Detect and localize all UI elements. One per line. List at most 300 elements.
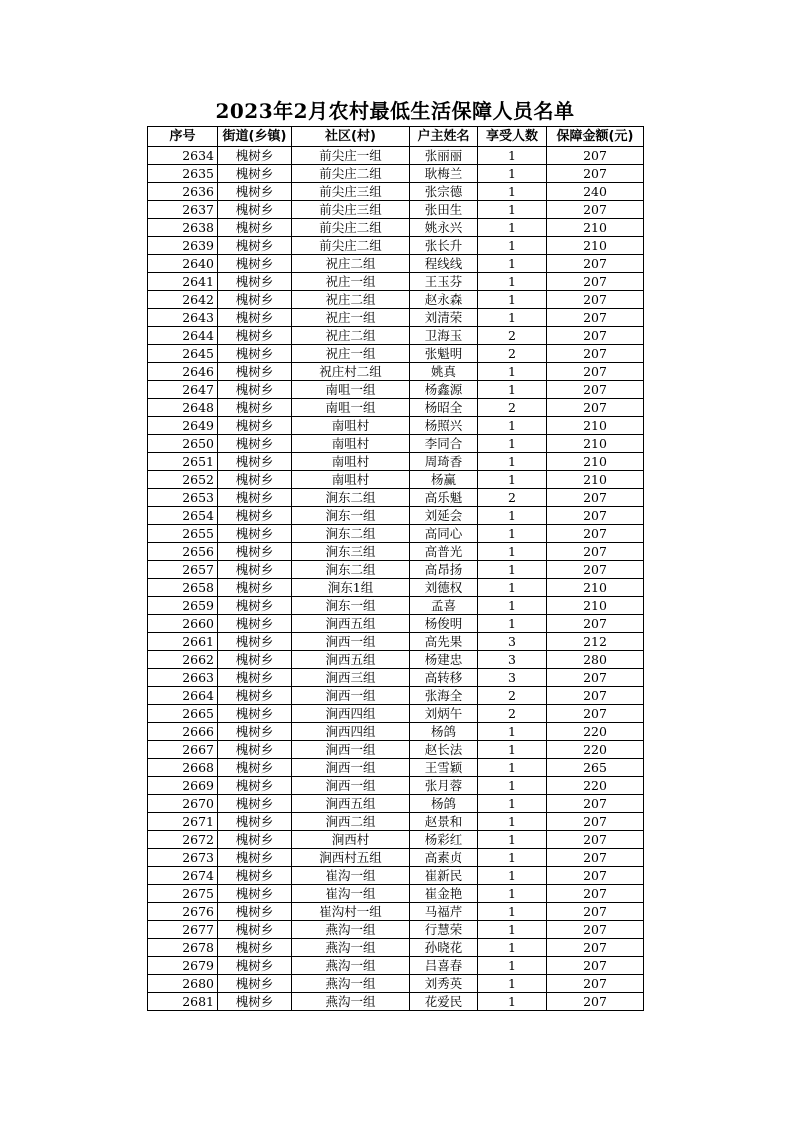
table-row [148, 471, 644, 489]
cell-index: 2669 [148, 777, 218, 795]
cell-persons: 2 [478, 687, 547, 705]
cell-amount: 207 [547, 561, 644, 579]
table-row [148, 543, 644, 561]
cell-index: 2649 [148, 417, 218, 435]
cell-index: 2672 [148, 831, 218, 849]
cell-householder: 卫海玉 [410, 327, 478, 345]
cell-township: 槐树乡 [218, 255, 292, 273]
cell-township: 槐树乡 [218, 363, 292, 381]
cell-community: 燕沟一组 [292, 939, 410, 957]
cell-township: 槐树乡 [218, 273, 292, 291]
cell-index: 2680 [148, 975, 218, 993]
cell-householder: 姚永兴 [410, 219, 478, 237]
cell-persons: 1 [478, 507, 547, 525]
cell-householder: 高昂扬 [410, 561, 478, 579]
cell-index: 2664 [148, 687, 218, 705]
table-row [148, 219, 644, 237]
table-row [148, 255, 644, 273]
table-row [148, 723, 644, 741]
table-row [148, 525, 644, 543]
cell-township: 槐树乡 [218, 975, 292, 993]
cell-index: 2647 [148, 381, 218, 399]
cell-amount: 220 [547, 741, 644, 759]
cell-community: 燕沟一组 [292, 957, 410, 975]
cell-township: 槐树乡 [218, 813, 292, 831]
cell-township: 槐树乡 [218, 399, 292, 417]
cell-community: 涧西四组 [292, 705, 410, 723]
cell-amount: 207 [547, 975, 644, 993]
table-row [148, 237, 644, 255]
cell-amount: 207 [547, 903, 644, 921]
cell-amount: 207 [547, 957, 644, 975]
cell-amount: 207 [547, 705, 644, 723]
cell-persons: 1 [478, 993, 547, 1011]
cell-index: 2658 [148, 579, 218, 597]
table-row [148, 849, 644, 867]
cell-community: 崔沟一组 [292, 867, 410, 885]
cell-householder: 张宗德 [410, 183, 478, 201]
table-row [148, 957, 644, 975]
table-row [148, 633, 644, 651]
cell-community: 涧西村五组 [292, 849, 410, 867]
cell-community: 祝庄二组 [292, 327, 410, 345]
table-row [148, 939, 644, 957]
cell-persons: 1 [478, 237, 547, 255]
cell-persons: 1 [478, 723, 547, 741]
cell-householder: 高先果 [410, 633, 478, 651]
cell-persons: 1 [478, 201, 547, 219]
cell-persons: 1 [478, 363, 547, 381]
cell-township: 槐树乡 [218, 777, 292, 795]
cell-amount: 207 [547, 993, 644, 1011]
cell-community: 燕沟一组 [292, 975, 410, 993]
cell-amount: 207 [547, 255, 644, 273]
roster-table [147, 126, 644, 1011]
cell-community: 涧西五组 [292, 651, 410, 669]
cell-township: 槐树乡 [218, 831, 292, 849]
cell-amount: 207 [547, 525, 644, 543]
cell-householder: 赵长法 [410, 741, 478, 759]
cell-community: 祝庄一组 [292, 273, 410, 291]
table-row [148, 363, 644, 381]
header-amount: 保障金额(元) [547, 127, 644, 147]
cell-township: 槐树乡 [218, 849, 292, 867]
cell-index: 2665 [148, 705, 218, 723]
cell-householder: 周琦香 [410, 453, 478, 471]
cell-householder: 崔新民 [410, 867, 478, 885]
cell-amount: 207 [547, 309, 644, 327]
cell-amount: 207 [547, 201, 644, 219]
table-row [148, 381, 644, 399]
cell-index: 2657 [148, 561, 218, 579]
cell-persons: 1 [478, 255, 547, 273]
cell-index: 2668 [148, 759, 218, 777]
cell-persons: 1 [478, 219, 547, 237]
cell-persons: 1 [478, 813, 547, 831]
cell-amount: 207 [547, 291, 644, 309]
cell-householder: 刘延会 [410, 507, 478, 525]
cell-persons: 3 [478, 669, 547, 687]
cell-township: 槐树乡 [218, 471, 292, 489]
cell-householder: 张月蓉 [410, 777, 478, 795]
cell-householder: 刘秀英 [410, 975, 478, 993]
cell-persons: 1 [478, 741, 547, 759]
cell-index: 2666 [148, 723, 218, 741]
table-row [148, 669, 644, 687]
cell-index: 2645 [148, 345, 218, 363]
cell-householder: 赵永森 [410, 291, 478, 309]
cell-persons: 1 [478, 939, 547, 957]
cell-persons: 2 [478, 327, 547, 345]
cell-householder: 高素贞 [410, 849, 478, 867]
cell-township: 槐树乡 [218, 741, 292, 759]
cell-index: 2662 [148, 651, 218, 669]
cell-township: 槐树乡 [218, 183, 292, 201]
cell-householder: 孟喜 [410, 597, 478, 615]
cell-index: 2648 [148, 399, 218, 417]
cell-community: 涧西四组 [292, 723, 410, 741]
cell-amount: 207 [547, 327, 644, 345]
cell-amount: 207 [547, 273, 644, 291]
cell-community: 涧西三组 [292, 669, 410, 687]
cell-persons: 1 [478, 777, 547, 795]
cell-community: 涧西五组 [292, 795, 410, 813]
cell-index: 2671 [148, 813, 218, 831]
cell-township: 槐树乡 [218, 327, 292, 345]
table-row [148, 453, 644, 471]
table-row [148, 705, 644, 723]
cell-amount: 207 [547, 147, 644, 165]
table-row [148, 993, 644, 1011]
cell-persons: 1 [478, 471, 547, 489]
cell-community: 涧西一组 [292, 687, 410, 705]
cell-persons: 1 [478, 525, 547, 543]
table-row [148, 327, 644, 345]
cell-householder: 张田生 [410, 201, 478, 219]
table-row [148, 903, 644, 921]
cell-community: 南咀村 [292, 435, 410, 453]
cell-community: 涧西二组 [292, 813, 410, 831]
table-row [148, 489, 644, 507]
table-row [148, 579, 644, 597]
cell-township: 槐树乡 [218, 597, 292, 615]
cell-persons: 2 [478, 399, 547, 417]
cell-householder: 高乐魁 [410, 489, 478, 507]
cell-persons: 1 [478, 165, 547, 183]
table-row [148, 435, 644, 453]
cell-community: 涧西一组 [292, 741, 410, 759]
cell-index: 2677 [148, 921, 218, 939]
cell-persons: 1 [478, 561, 547, 579]
table-row [148, 885, 644, 903]
cell-householder: 王雪颖 [410, 759, 478, 777]
cell-index: 2655 [148, 525, 218, 543]
cell-amount: 207 [547, 363, 644, 381]
cell-community: 祝庄二组 [292, 291, 410, 309]
cell-index: 2681 [148, 993, 218, 1011]
cell-township: 槐树乡 [218, 525, 292, 543]
cell-amount: 207 [547, 345, 644, 363]
cell-index: 2670 [148, 795, 218, 813]
cell-householder: 高转移 [410, 669, 478, 687]
cell-township: 槐树乡 [218, 795, 292, 813]
cell-persons: 1 [478, 831, 547, 849]
table-row [148, 183, 644, 201]
cell-persons: 3 [478, 651, 547, 669]
table-row [148, 651, 644, 669]
cell-township: 槐树乡 [218, 705, 292, 723]
table-row [148, 417, 644, 435]
cell-index: 2653 [148, 489, 218, 507]
cell-township: 槐树乡 [218, 435, 292, 453]
cell-community: 南咀一组 [292, 381, 410, 399]
cell-persons: 1 [478, 381, 547, 399]
cell-amount: 207 [547, 165, 644, 183]
cell-householder: 杨鸽 [410, 723, 478, 741]
cell-amount: 210 [547, 579, 644, 597]
cell-community: 涧西一组 [292, 633, 410, 651]
cell-householder: 崔金艳 [410, 885, 478, 903]
cell-householder: 杨昭全 [410, 399, 478, 417]
header-community: 社区(村) [292, 127, 410, 147]
cell-township: 槐树乡 [218, 579, 292, 597]
cell-persons: 1 [478, 795, 547, 813]
cell-amount: 240 [547, 183, 644, 201]
cell-amount: 265 [547, 759, 644, 777]
cell-community: 涧西一组 [292, 759, 410, 777]
cell-amount: 210 [547, 453, 644, 471]
table-row [148, 291, 644, 309]
cell-index: 2661 [148, 633, 218, 651]
cell-persons: 1 [478, 849, 547, 867]
cell-householder: 杨照兴 [410, 417, 478, 435]
cell-persons: 1 [478, 435, 547, 453]
cell-index: 2660 [148, 615, 218, 633]
table-row [148, 165, 644, 183]
table-row [148, 147, 644, 165]
cell-householder: 杨俊明 [410, 615, 478, 633]
cell-amount: 207 [547, 615, 644, 633]
table-row [148, 507, 644, 525]
cell-persons: 1 [478, 543, 547, 561]
cell-householder: 孙晓花 [410, 939, 478, 957]
cell-township: 槐树乡 [218, 345, 292, 363]
table-row [148, 759, 644, 777]
cell-householder: 张魁明 [410, 345, 478, 363]
cell-householder: 杨建忠 [410, 651, 478, 669]
cell-index: 2679 [148, 957, 218, 975]
cell-township: 槐树乡 [218, 219, 292, 237]
cell-index: 2667 [148, 741, 218, 759]
cell-persons: 1 [478, 579, 547, 597]
cell-township: 槐树乡 [218, 561, 292, 579]
cell-index: 2673 [148, 849, 218, 867]
cell-township: 槐树乡 [218, 759, 292, 777]
cell-persons: 1 [478, 975, 547, 993]
cell-amount: 207 [547, 489, 644, 507]
cell-community: 涧东二组 [292, 489, 410, 507]
table-row [148, 975, 644, 993]
cell-community: 南咀村 [292, 453, 410, 471]
cell-persons: 1 [478, 597, 547, 615]
cell-amount: 207 [547, 507, 644, 525]
cell-householder: 花爱民 [410, 993, 478, 1011]
cell-index: 2644 [148, 327, 218, 345]
cell-amount: 207 [547, 399, 644, 417]
cell-persons: 1 [478, 273, 547, 291]
cell-persons: 1 [478, 147, 547, 165]
cell-community: 涧西村 [292, 831, 410, 849]
cell-householder: 张长升 [410, 237, 478, 255]
cell-amount: 207 [547, 687, 644, 705]
table-row [148, 921, 644, 939]
cell-index: 2634 [148, 147, 218, 165]
cell-persons: 2 [478, 489, 547, 507]
cell-index: 2640 [148, 255, 218, 273]
table-row [148, 741, 644, 759]
cell-amount: 207 [547, 939, 644, 957]
cell-community: 涧东三组 [292, 543, 410, 561]
cell-persons: 1 [478, 957, 547, 975]
cell-index: 2637 [148, 201, 218, 219]
cell-persons: 1 [478, 903, 547, 921]
cell-community: 涧东二组 [292, 525, 410, 543]
cell-householder: 马福芹 [410, 903, 478, 921]
cell-amount: 212 [547, 633, 644, 651]
cell-householder: 高普光 [410, 543, 478, 561]
cell-index: 2654 [148, 507, 218, 525]
cell-householder: 姚真 [410, 363, 478, 381]
cell-persons: 1 [478, 309, 547, 327]
cell-amount: 207 [547, 831, 644, 849]
cell-community: 燕沟一组 [292, 993, 410, 1011]
cell-township: 槐树乡 [218, 147, 292, 165]
cell-community: 燕沟一组 [292, 921, 410, 939]
cell-township: 槐树乡 [218, 309, 292, 327]
cell-community: 前尖庄三组 [292, 201, 410, 219]
cell-community: 涧西一组 [292, 777, 410, 795]
cell-amount: 210 [547, 237, 644, 255]
cell-persons: 1 [478, 453, 547, 471]
cell-community: 祝庄村二组 [292, 363, 410, 381]
table-row [148, 795, 644, 813]
cell-householder: 刘清荣 [410, 309, 478, 327]
cell-householder: 程线线 [410, 255, 478, 273]
header-index: 序号 [148, 127, 218, 147]
cell-township: 槐树乡 [218, 993, 292, 1011]
cell-persons: 1 [478, 615, 547, 633]
cell-township: 槐树乡 [218, 921, 292, 939]
cell-community: 祝庄二组 [292, 255, 410, 273]
cell-amount: 207 [547, 381, 644, 399]
cell-householder: 耿梅兰 [410, 165, 478, 183]
cell-amount: 207 [547, 849, 644, 867]
cell-township: 槐树乡 [218, 615, 292, 633]
cell-community: 前尖庄二组 [292, 237, 410, 255]
table-row [148, 597, 644, 615]
table-row [148, 399, 644, 417]
cell-householder: 张丽丽 [410, 147, 478, 165]
cell-amount: 207 [547, 669, 644, 687]
cell-persons: 2 [478, 345, 547, 363]
cell-index: 2642 [148, 291, 218, 309]
cell-householder: 吕喜春 [410, 957, 478, 975]
cell-township: 槐树乡 [218, 723, 292, 741]
cell-amount: 207 [547, 921, 644, 939]
cell-householder: 刘德权 [410, 579, 478, 597]
table-row [148, 831, 644, 849]
cell-community: 南咀村 [292, 417, 410, 435]
table-row [148, 867, 644, 885]
cell-index: 2639 [148, 237, 218, 255]
cell-persons: 1 [478, 885, 547, 903]
cell-index: 2659 [148, 597, 218, 615]
cell-amount: 210 [547, 417, 644, 435]
cell-householder: 赵景和 [410, 813, 478, 831]
cell-community: 涧东1组 [292, 579, 410, 597]
cell-amount: 207 [547, 795, 644, 813]
cell-index: 2641 [148, 273, 218, 291]
cell-community: 南咀一组 [292, 399, 410, 417]
cell-township: 槐树乡 [218, 165, 292, 183]
cell-index: 2663 [148, 669, 218, 687]
cell-index: 2636 [148, 183, 218, 201]
cell-persons: 1 [478, 183, 547, 201]
cell-amount: 210 [547, 435, 644, 453]
cell-township: 槐树乡 [218, 939, 292, 957]
cell-index: 2643 [148, 309, 218, 327]
table-row [148, 273, 644, 291]
cell-amount: 220 [547, 723, 644, 741]
cell-township: 槐树乡 [218, 867, 292, 885]
cell-township: 槐树乡 [218, 237, 292, 255]
cell-persons: 1 [478, 759, 547, 777]
cell-township: 槐树乡 [218, 507, 292, 525]
table-row [148, 813, 644, 831]
cell-index: 2635 [148, 165, 218, 183]
cell-index: 2675 [148, 885, 218, 903]
cell-index: 2674 [148, 867, 218, 885]
cell-amount: 207 [547, 543, 644, 561]
cell-householder: 高同心 [410, 525, 478, 543]
cell-householder: 刘炳午 [410, 705, 478, 723]
table-row [148, 777, 644, 795]
cell-persons: 1 [478, 417, 547, 435]
table-row [148, 687, 644, 705]
table-row [148, 615, 644, 633]
cell-community: 祝庄一组 [292, 309, 410, 327]
cell-householder: 王玉芬 [410, 273, 478, 291]
cell-persons: 2 [478, 705, 547, 723]
cell-amount: 207 [547, 813, 644, 831]
table-row [148, 561, 644, 579]
cell-township: 槐树乡 [218, 291, 292, 309]
cell-householder: 杨彩红 [410, 831, 478, 849]
cell-amount: 210 [547, 597, 644, 615]
cell-index: 2651 [148, 453, 218, 471]
table-body [148, 147, 644, 1011]
cell-township: 槐树乡 [218, 381, 292, 399]
table-row [148, 309, 644, 327]
cell-householder: 行慧荣 [410, 921, 478, 939]
cell-persons: 3 [478, 633, 547, 651]
cell-amount: 220 [547, 777, 644, 795]
cell-township: 槐树乡 [218, 633, 292, 651]
cell-householder: 李同合 [410, 435, 478, 453]
cell-community: 前尖庄一组 [292, 147, 410, 165]
cell-community: 南咀村 [292, 471, 410, 489]
cell-householder: 杨鑫源 [410, 381, 478, 399]
